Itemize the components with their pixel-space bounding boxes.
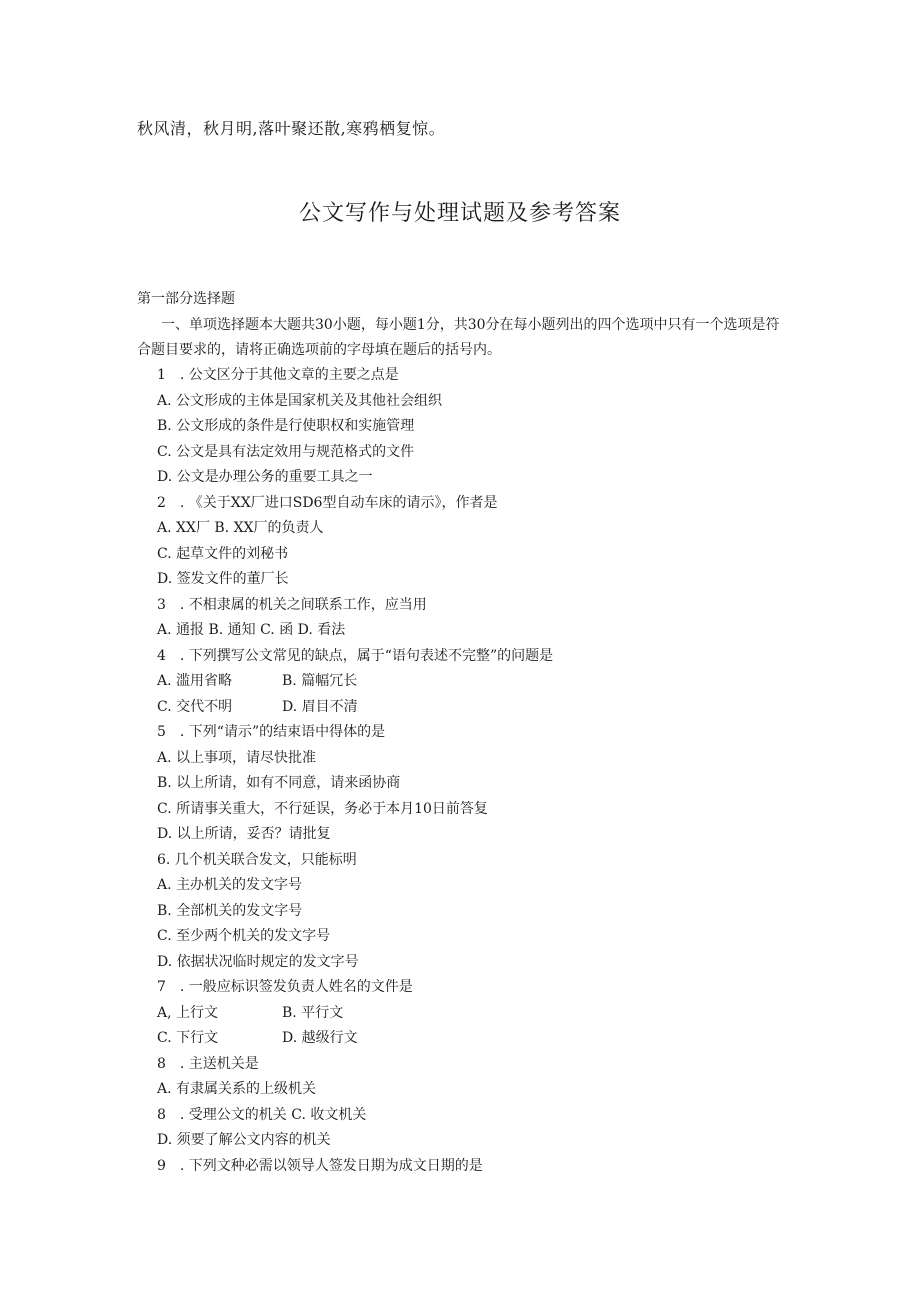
line-text: B. 以上所请，如有不同意，请来函协商: [157, 775, 401, 791]
question-line: [157, 491, 797, 517]
line-text: D. 越级行文: [282, 1030, 358, 1046]
line-text: B. 公文形成的条件是行使职权和实施管理: [157, 418, 415, 434]
question-line: [157, 1154, 797, 1180]
question-line: [157, 618, 797, 644]
line-text: A, 上行文: [157, 1004, 219, 1021]
question-line: [157, 771, 797, 797]
question-line: [157, 720, 797, 746]
line-text: 7 . 一般应标识签发负责人姓名的文件是: [157, 979, 413, 995]
question-line: [157, 669, 797, 695]
line-text: B. 平行文: [282, 1004, 344, 1021]
question-line: [157, 593, 797, 619]
line-text: D. 公文是办理公务的重要工具之一: [157, 469, 373, 485]
line-text: C. 所请事关重大，不行延误，务必于本月10日前答复: [157, 800, 488, 817]
line-text: A. 主办机关的发文字号: [157, 877, 303, 893]
question-line: [157, 1077, 797, 1103]
line-text: C. 公文是具有法定效用与规范格式的文件: [157, 443, 415, 460]
line-text: C. 下行文: [157, 1030, 219, 1046]
question-line: [157, 1026, 797, 1052]
question-line: [157, 465, 797, 491]
question-line: [157, 1052, 797, 1078]
question-line: [157, 848, 797, 874]
question-line: [157, 1128, 797, 1154]
line-text: A. 以上事项，请尽快批准: [157, 749, 317, 766]
question-list: [157, 363, 797, 1179]
line-text: 4 . 下列撰写公文常见的缺点，属于“语句表述不完整”的问题是: [157, 647, 554, 664]
line-text: A. 有隶属关系的上级机关: [157, 1081, 317, 1097]
line-text: D. 须要了解公文内容的机关: [157, 1132, 331, 1148]
question-line: [157, 644, 797, 670]
question-line: [157, 389, 797, 415]
question-line: [157, 695, 797, 721]
line-text: 8 . 受理公文的机关 C. 收文机关: [157, 1106, 367, 1123]
document-title: 公文写作与处理试题及参考答案: [298, 201, 621, 226]
section-heading: 第一部分选择题: [137, 291, 235, 307]
line-text: 2 . 《关于XX厂进口SD6型自动车床的请示》，作者是: [157, 494, 498, 511]
line-text: A. 通报 B. 通知 C. 函 D. 看法: [157, 622, 346, 638]
question-line: [157, 363, 797, 389]
line-text: 3 . 不相隶属的机关之间联系工作，应当用: [157, 596, 427, 613]
question-line: [157, 899, 797, 925]
question-line: [157, 567, 797, 593]
question-line: [157, 440, 797, 466]
poem-line: 秋风清，秋月明,落叶聚还散,寒鸦栖复惊。: [137, 119, 446, 138]
line-text: 9 . 下列文种必需以领导人签发日期为成文日期的是: [157, 1157, 483, 1174]
line-text: D. 依据状况临时规定的发文字号: [157, 953, 359, 970]
question-line: [157, 1103, 797, 1129]
line-text: A. 滥用省略: [157, 673, 233, 689]
line-text: 1 . 公文区分于其他文章的主要之点是: [157, 367, 399, 383]
question-line: [157, 950, 797, 976]
line-text: D. 签发文件的董厂长: [157, 571, 289, 587]
line-text: A. XX厂 B. XX厂的负责人: [157, 520, 324, 536]
line-text: B. 篇幅冗长: [282, 673, 358, 689]
question-line: [157, 924, 797, 950]
question-line: [157, 516, 797, 542]
question-line: [157, 1001, 797, 1027]
question-line: [157, 746, 797, 772]
line-text: 6. 几个机关联合发文，只能标明: [157, 851, 357, 868]
line-text: C. 起草文件的刘秘书: [157, 545, 289, 562]
question-line: [157, 542, 797, 568]
instructions-paragraph: 一、单项选择题本大题共30小题，每小题1分，共30分在每小题列出的四个选项中只有一个选项是符合题目要求的，请将正确选项前的字母填在题后的括号内。: [137, 317, 780, 358]
line-text: D. 眉目不清: [282, 698, 358, 715]
line-text: 5 . 下列“请示”的结束语中得体的是: [157, 724, 386, 740]
question-line: [157, 975, 797, 1001]
question-line: [157, 797, 797, 823]
line-text: C. 交代不明: [157, 698, 233, 715]
line-text: C. 至少两个机关的发文字号: [157, 928, 331, 944]
question-line: [157, 822, 797, 848]
question-line: [157, 414, 797, 440]
line-text: D. 以上所请，妥否？请批复: [157, 826, 331, 842]
line-text: A. 公文形成的主体是国家机关及其他社会组织: [157, 392, 443, 409]
line-text: B. 全部机关的发文字号: [157, 902, 303, 919]
question-line: [157, 873, 797, 899]
line-text: 8 . 主送机关是: [157, 1055, 259, 1072]
